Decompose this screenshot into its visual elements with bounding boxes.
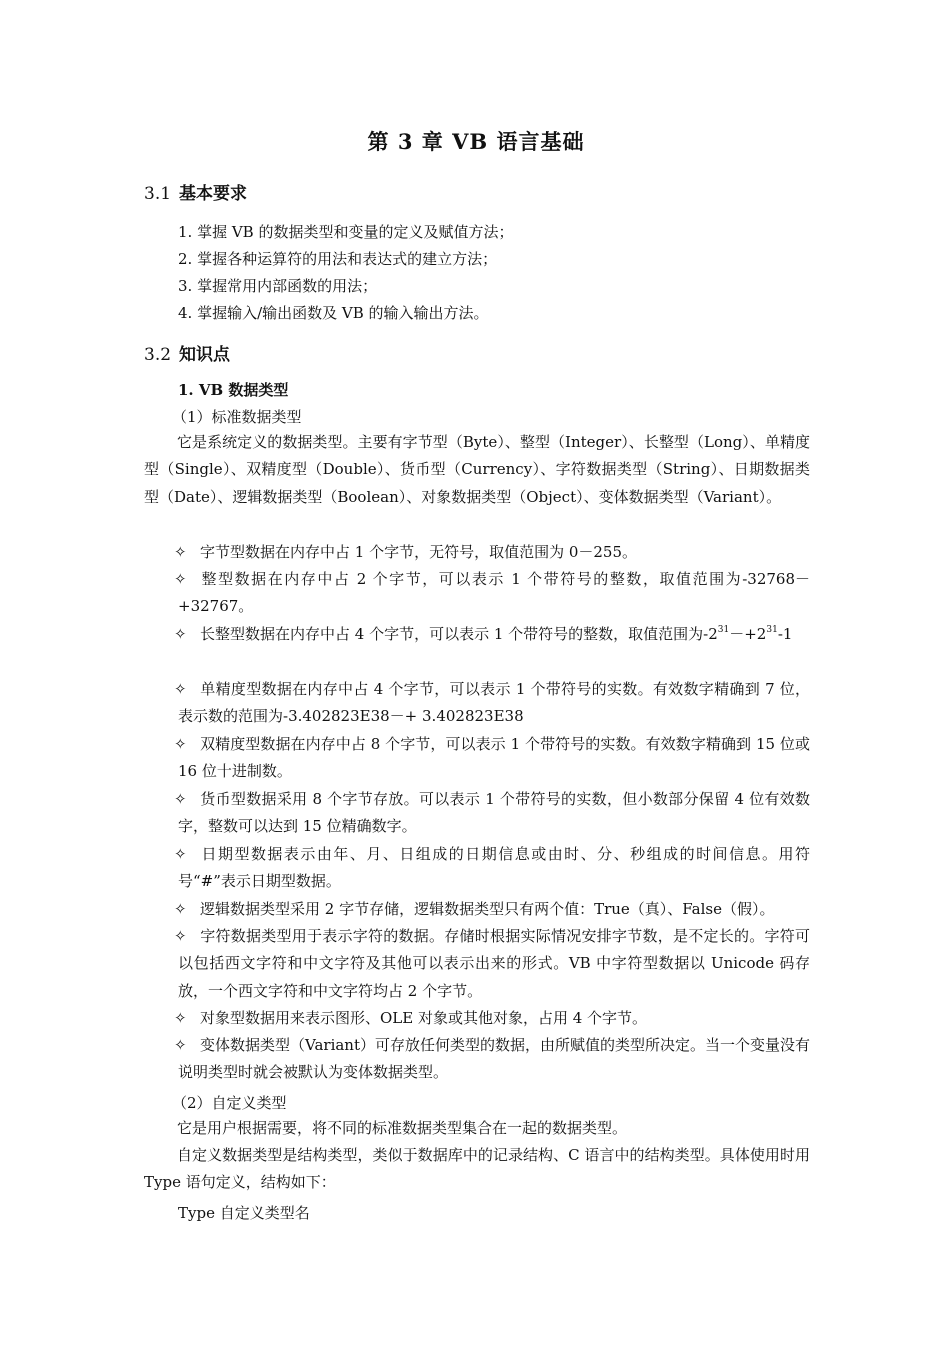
diamond-bullet-icon: ✧ [174, 570, 187, 588]
bullet-integer: ✧ 整型数据在内存中占 2 个字节，可以表示 1 个带符号的整数，取值范围为-32768－+32767。 [178, 566, 810, 621]
bullet-string: ✧ 字符数据类型用于表示字符的数据。存储时根据实际情况安排字节数，是不定长的。字符可以包括西文字符和中文字符及其他可以表示出来的形式。VB 中字符型数据以 Unicode 码存放，一个西文字符和中文字符均占 2 个字节。 [178, 923, 810, 1005]
section-heading-basic-requirements [144, 179, 247, 204]
bullet-object: ✧ 对象型数据用来表示图形、OLE 对象或其他对象，占用 4 个字节。 [178, 1005, 810, 1032]
requirement-item: 1. 掌握 VB 的数据类型和变量的定义及赋值方法； [178, 223, 514, 241]
requirement-item: 3. 掌握常用内部函数的用法； [178, 277, 378, 295]
diamond-bullet-icon: ✧ [174, 1009, 187, 1027]
diamond-bullet-icon: ✧ [174, 543, 187, 561]
diamond-bullet-icon: ✧ [174, 900, 187, 918]
chapter-title: 第 3 章 VB 语言基础 [367, 129, 585, 154]
bullet-long: ✧ 长整型数据在内存中占 4 个字节，可以表示 1 个带符号的整数，取值范围为$-2^{31}-+2^{31}-1$ [178, 621, 810, 648]
diamond-bullet-icon: ✧ [174, 927, 187, 945]
diamond-bullet-icon: ✧ [174, 845, 187, 863]
section-title: 基本要求 [179, 184, 248, 204]
requirement-item: 2. 掌握各种运算符的用法和表达式的建立方法； [178, 250, 498, 268]
custom-type-structure-paragraph: 自定义数据类型是结构类型，类似于数据库中的记录结构、C 语言中的结构类型。具体使用时用 Type 语句定义，结构如下： [144, 1146, 810, 1192]
code-line-type-declaration: Type 自定义类型名 [178, 1204, 310, 1222]
bullet-variant: ✧ 变体数据类型（Variant）可存放任何类型的数据，由所赋值的类型所决定。当一个变量没有说明类型时就会被默认为变体数据类型。 [178, 1032, 810, 1087]
requirement-item: 4. 掌握输入/输出函数及 VB 的输入输出方法。 [178, 304, 489, 322]
diamond-bullet-icon: ✧ [174, 680, 187, 698]
diamond-bullet-icon: ✧ [174, 625, 187, 643]
bullet-currency: ✧ 货币型数据采用 8 个字节存放。可以表示 1 个带符号的实数，但小数部分保留 4 位有效数字，整数可以达到 15 位精确数字。 [178, 786, 810, 841]
subheading-vb-data-types: 1. VB 数据类型 [178, 381, 289, 399]
subheading-standard-types: （1）标准数据类型 [172, 408, 302, 426]
section-heading-knowledge-points [144, 340, 230, 365]
bullet-double: ✧ 双精度型数据在内存中占 8 个字节，可以表示 1 个带符号的实数。有效数字精确到 15 位或 16 位十进制数。 [178, 731, 810, 786]
custom-type-paragraph: 它是用户根据需要，将不同的标准数据类型集合在一起的数据类型。 [177, 1119, 628, 1137]
section-number: 3.1 [144, 184, 172, 204]
subheading-custom-types: （2）自定义类型 [172, 1094, 287, 1112]
bullet-byte: ✧ 字节型数据在内存中占 1 个字节，无符号，取值范围为 0－255。 [178, 539, 810, 566]
intro-paragraph: 它是系统定义的数据类型。主要有字节型（Byte）、整型（Integer）、长整型（Long）、单精度型（Single）、双精度型（Double）、货币型（Currency）、字符数据类型（String）、日期数据类型（Date）、逻辑数据类型（Boolean）、对象数据类型（Object）、变体数据类型（Variant）。 [144, 433, 810, 506]
bullet-date: ✧ 日期型数据表示由年、月、日组成的日期信息或由时、分、秒组成的时间信息。用符号“#”表示日期型数据。 [178, 841, 810, 896]
bullet-boolean: ✧ 逻辑数据类型采用 2 字节存储，逻辑数据类型只有两个值：True（真）、False（假）。 [178, 896, 810, 923]
diamond-bullet-icon: ✧ [174, 790, 187, 808]
section-title: 知识点 [179, 345, 231, 365]
section-number: 3.2 [144, 345, 172, 365]
diamond-bullet-icon: ✧ [174, 735, 187, 753]
diamond-bullet-icon: ✧ [174, 1036, 187, 1054]
bullet-single: ✧ 单精度型数据在内存中占 4 个字节，可以表示 1 个带符号的实数。有效数字精确到 7 位，表示数的范围为-3.402823E38－+ 3.402823E38 [178, 676, 810, 731]
